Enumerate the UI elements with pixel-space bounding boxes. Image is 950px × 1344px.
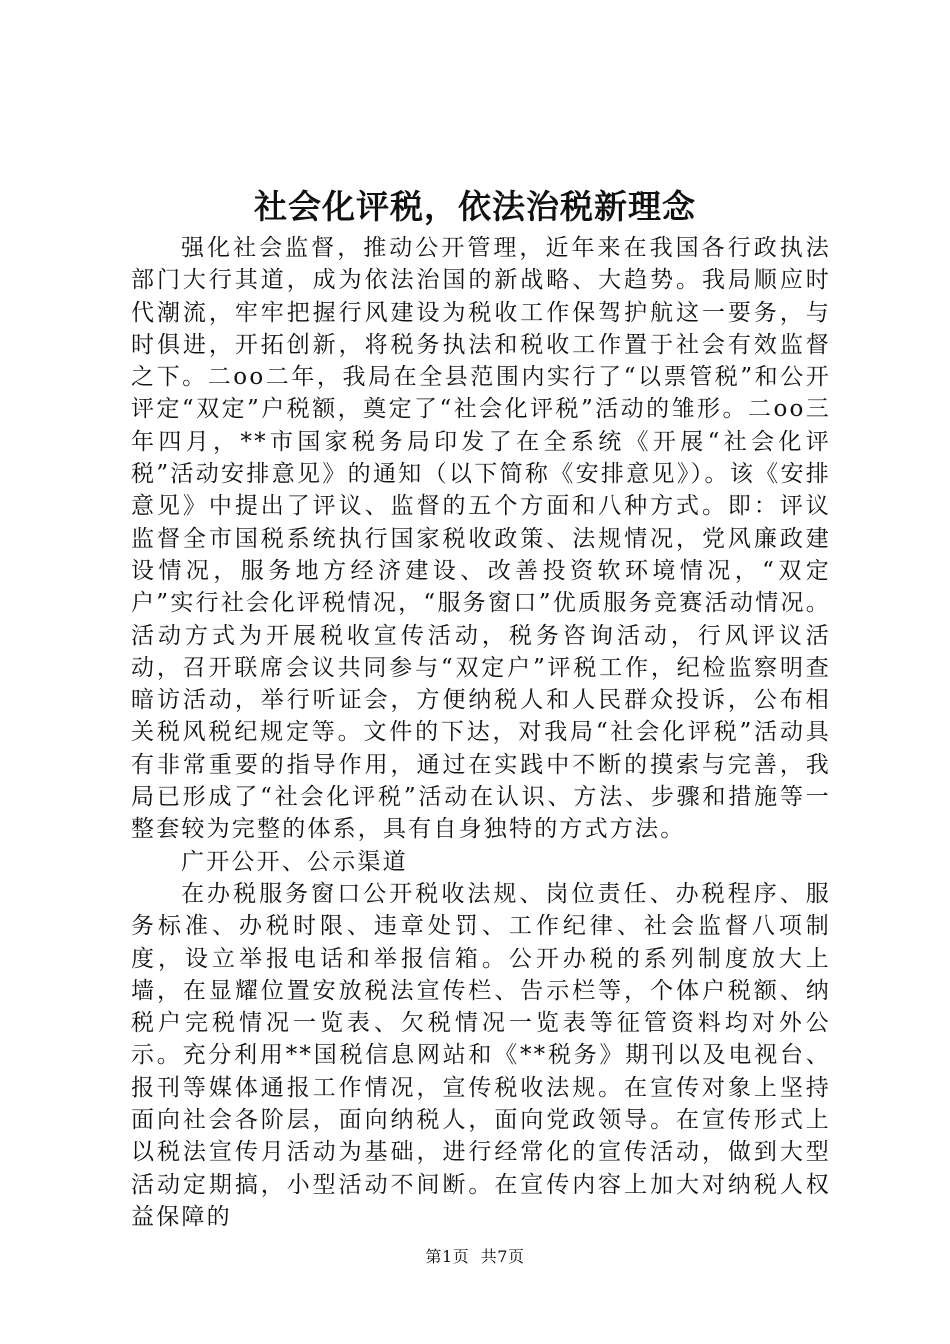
section-heading: 广开公开、公示渠道 [181,848,408,875]
document-body [131,232,831,1233]
page-number: 第1页 [425,1247,470,1266]
page-footer [0,1247,950,1267]
page-total: 共7页 [480,1247,525,1266]
document-title: 社会化评税，依法治税新理念 [254,187,696,226]
paragraph-disclosure: 在办税服务窗口公开税收法规、岗位责任、办税程序、服务标准、办税时限、违章处罚、工作纪律、社会监督八项制度，设立举报电话和举报信箱。公开办税的系列制度放大上墙，在显耀位置安放税法宣传栏、告示栏等，个体户税额、纳税户完税情况一览表、欠税情况一览表等征管资料均对外公示。充分利用**国税信息网站和《**税务》期刊以及电视台、报刊等媒体通报工作情况，宣传税收法规。在宣传对象上坚持面向社会各阶层，面向纳税人，面向党政领导。在宣传形式上以税法宣传月活动为基础，进行经常化的宣传活动，做到大型活动定期搞，小型活动不间断。在宣传内容上加大对纳税人权益保障的 [131,880,831,1230]
paragraph-intro: 强化社会监督，推动公开管理，近年来在我国各行政执法部门大行其道，成为依法治国的新战略、大趋势。我局顺应时代潮流，牢牢把握行风建设为税收工作保驾护航这一要务，与时俱进，开拓创新，将税务执法和税收工作置于社会有效监督之下。二oo二年，我局在全县范围内实行了“以票管税”和公开评定“双定”户税额，奠定了“社会化评税”活动的雏形。二oo三年四月，**市国家税务局印发了在全系统《开展“社会化评税”活动安排意见》的通知（以下简称《安排意见》）。该《安排意见》中提出了评议、监督的五个方面和八种方式。即：评议监督全市国税系统执行国家税收政策、法规情况，党风廉政建设情况，服务地方经济建设、改善投资软环境情况，“双定户”实行社会化评税情况，“服务窗口”优质服务竞赛活动情况。活动方式为开展税收宣传活动，税务咨询活动，行风评议活动，召开联席会议共同参与“双定户”评税工作，纪检监察明查暗访活动，举行听证会，方便纳税人和人民群众投诉，公布相关税风税纪规定等。文件的下达，对我局“社会化评税”活动具有非常重要的指导作用，通过在实践中不断的摸索与完善，我局已形成了“社会化评税”活动在认识、方法、步骤和措施等一整套较为完整的体系，具有自身独特的方式方法。 [131,235,831,843]
